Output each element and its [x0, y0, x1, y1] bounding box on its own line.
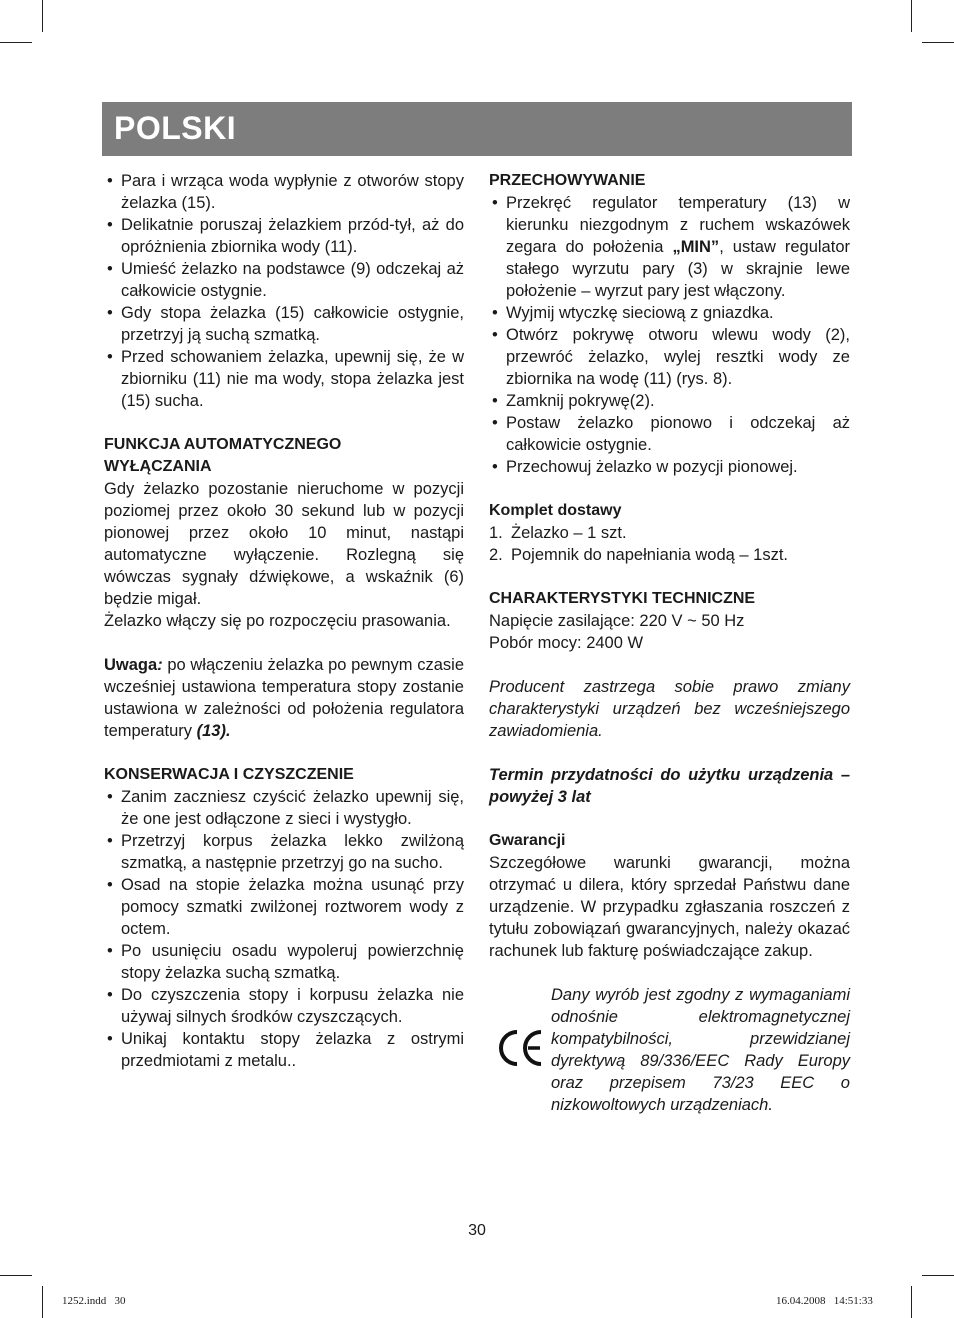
- footer-file-info: 1252.indd 30: [62, 1295, 126, 1307]
- crop-mark: [911, 0, 912, 32]
- crop-mark: [922, 42, 954, 43]
- language-title: POLSKI: [114, 110, 237, 146]
- list-item: • Para i wrząca woda wypłynie z otworów stopy żelazka (15).: [104, 170, 464, 214]
- list-item: • Gdy stopa żelazka (15) całkowicie ostygnie, przetrzyj ją suchą szmatką.: [104, 302, 464, 346]
- footer-datetime: 16.04.2008 14:51:33: [776, 1295, 873, 1307]
- note-ref: (13).: [196, 722, 231, 740]
- crop-mark: [0, 42, 32, 43]
- crop-mark: [42, 1286, 43, 1318]
- list-item: • Wyjmij wtyczkę sieciową z gniazdka.: [489, 302, 850, 324]
- cleaning-bullet-list: [104, 786, 464, 1072]
- list-item: • Delikatnie poruszaj żelazkiem przód-tył, aż do opróżnienia zbiornika wody (11).: [104, 214, 464, 258]
- list-item: • Postaw żelazko pionowo i odczekaj aż całkowicie ostygnie.: [489, 412, 850, 456]
- note-text: po włączeniu żelazka po pewnym czasie wcześniej ustawiona temperatura stopy zostanie ustawiona w zależności od położenia regulatora temperatury: [104, 656, 464, 740]
- crop-mark: [922, 1275, 954, 1276]
- auto-off-paragraph: Gdy żelazko pozostanie nieruchome w pozycji poziomej przez około 30 sekund lub w pozycji pionowej przez około 10 minut, nastąpi automatyczne wyłączenie. Rozlegną się wówczas sygnały dźwiękowe, a wskaźnik (6) będzie migał.: [104, 480, 464, 608]
- list-item: • Przechowuj żelazko w pozycji pionowej.: [489, 456, 850, 478]
- shelf-life-text: Termin przydatności do użytku urządzenia – powyżej 3 lat: [489, 766, 850, 806]
- ce-compliance-text: Dany wyrób jest zgodny z wymaganiami odnośnie elektromagnetycznej kompatybilności, przewidzianej dyrektywą 89/336/EEC Rady Europy oraz przepisem 73/23 EEC o nizkowoltowych urządzeniach.: [551, 986, 850, 1114]
- list-item: • Przekręć regulator temperatury (13) w kierunku niezgodnym z ruchem wskazówek zegara do położenia „MIN”, ustaw regulator stałego wyrzutu pary (3) w skrajnie lewe położenie – wyrzut pary jest włączony.: [489, 192, 850, 302]
- list-item: 2. Pojemnik do napełniania wodą – 1szt.: [489, 546, 789, 564]
- list-item: • Zamknij pokrywę(2).: [489, 390, 850, 412]
- list-item: • Po usunięciu osadu wypoleruj powierzchnię stopy żelazka suchą szmatką.: [104, 940, 464, 984]
- specs-power: Pobór mocy: 2400 W: [489, 634, 644, 652]
- crop-mark: [0, 1275, 32, 1276]
- ce-mark-icon: [497, 1028, 547, 1068]
- auto-off-paragraph: Żelazko włączy się po rozpoczęciu prasowania.: [104, 612, 451, 630]
- note-colon: :: [157, 656, 163, 674]
- kit-title: Komplet dostawy: [489, 502, 622, 519]
- list-item: • Osad na stopie żelazka można usunąć przy pomocy szmatki zwilżonej roztworem wody z octem.: [104, 874, 464, 940]
- auto-off-title: FUNKCJA AUTOMATYCZNEGO WYŁĄCZANIA: [104, 436, 342, 475]
- note-label: Uwaga: [104, 656, 158, 674]
- list-item: • Otwórz pokrywę otworu wlewu wody (2), przewróć żelazko, wylej resztki wody ze zbiornika na wodę (11) (rys. 8).: [489, 324, 850, 390]
- list-item: • Do czyszczenia stopy i korpusu żelazka nie używaj silnych środków czyszczących.: [104, 984, 464, 1028]
- storage-bullet-list: [489, 192, 850, 478]
- specs-title: CHARAKTERYSTYKI TECHNICZNE: [489, 590, 756, 607]
- cleaning-title: KONSERWACJA I CZYSZCZENIE: [104, 766, 354, 783]
- list-item: 1. Żelazko – 1 szt.: [489, 524, 627, 542]
- min-position-label: „MIN”: [672, 238, 720, 256]
- specs-voltage: Napięcie zasilające: 220 V ~ 50 Hz: [489, 612, 745, 630]
- crop-mark: [42, 0, 43, 32]
- page-number: 30: [468, 1222, 486, 1239]
- left-column: [104, 170, 464, 1072]
- right-column: [489, 170, 850, 1116]
- list-item: • Przetrzyj korpus żelazka lekko zwilżoną szmatką, a następnie przetrzyj go na sucho.: [104, 830, 464, 874]
- intro-bullet-list: [104, 170, 464, 412]
- list-item: • Przed schowaniem żelazka, upewnij się, że w zbiorniku (11) nie ma wody, stopa żelazka jest (15) sucha.: [104, 346, 464, 412]
- kit-list: [489, 522, 850, 566]
- language-header-bar: [102, 102, 852, 156]
- storage-title: PRZECHOWYWANIE: [489, 172, 646, 189]
- list-item: • Zanim zaczniesz czyścić żelazko upewnij się, że one jest odłączone z sieci i wystygło.: [104, 786, 464, 830]
- note-paragraph: [104, 654, 464, 742]
- ce-compliance-block: [489, 984, 850, 1116]
- list-item: • Umieść żelazko na podstawce (9) odczekaj aż całkowicie ostygnie.: [104, 258, 464, 302]
- list-item: • Unikaj kontaktu stopy żelazka z ostrymi przedmiotami z metalu..: [104, 1028, 464, 1072]
- warranty-text: Szczegółowe warunki gwarancji, można otrzymać u dilera, który sprzedał Państwu dane urządzenie. W przypadku zgłaszania roszczeń z tytułu zobowiązań gwarancyjnych, należy okazać rachunek lub fakturę poświadczające zakup.: [489, 854, 850, 960]
- disclaimer-text: Producent zastrzega sobie prawo zmiany charakterystyki urządzeń bez wcześniejszego zawiadomienia.: [489, 678, 850, 740]
- warranty-title: Gwarancji: [489, 832, 566, 849]
- crop-mark: [911, 1286, 912, 1318]
